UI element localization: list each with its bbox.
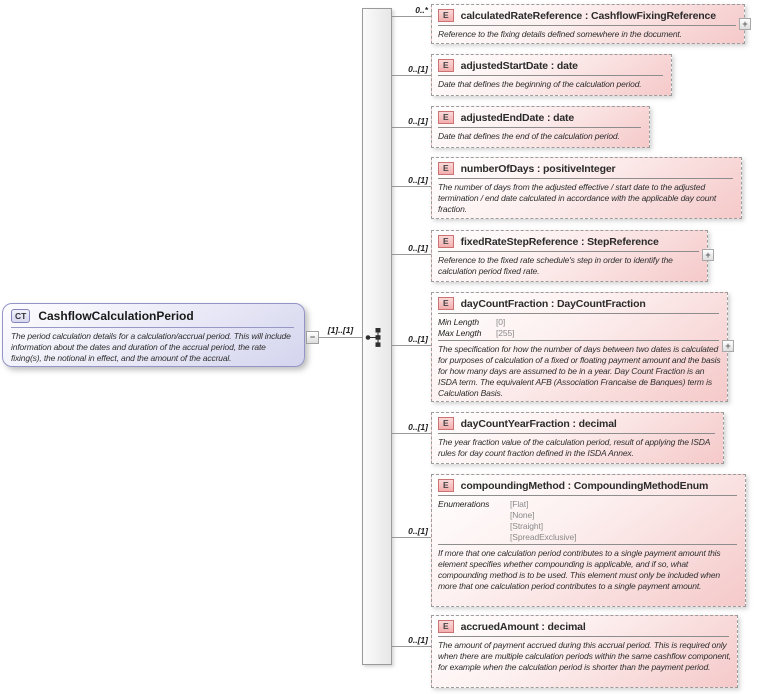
element-description: Reference to the fixed rate schedule's step in order to identify the calculation period fixed rate. (438, 255, 673, 277)
element-header (438, 234, 701, 250)
enum-value: [Flat] (510, 499, 529, 509)
cardinality-label: 0..[1] (408, 243, 428, 253)
expand-icon[interactable]: + (722, 340, 734, 352)
element-type: CompoundingMethodEnum (573, 479, 709, 492)
element-box-adjustedEndDate[interactable] (431, 106, 650, 148)
element-title: dayCountFraction : DayCountFraction (460, 297, 646, 310)
element-name: calculatedRateReference (460, 9, 583, 22)
element-name: fixedRateStepReference (460, 235, 579, 248)
element-description: Date that defines the beginning of the calculation period. (438, 79, 642, 89)
element-title: adjustedEndDate : date (460, 111, 575, 124)
expand-icon[interactable]: + (739, 18, 751, 30)
divider (438, 75, 663, 76)
element-name: adjustedStartDate (460, 59, 548, 72)
connector-line (392, 254, 431, 255)
element-type: date (556, 59, 578, 72)
element-badge: E (438, 235, 454, 248)
divider (438, 495, 737, 496)
divider (438, 178, 733, 179)
element-header (438, 619, 731, 635)
element-name: adjustedEndDate (460, 111, 545, 124)
element-box-dayCountFraction[interactable] (431, 292, 731, 402)
divider (11, 327, 294, 328)
element-type: CashflowFixingReference (591, 9, 716, 22)
element-type: DayCountFraction (557, 297, 646, 310)
element-description: The specification for how the number of days between two dates is calculated for purposes of calculation of a fixed or floating payment amount and the basis for how many days are assumed to be in a year. Day Count Fraction is an ISDA term. The equivalent AFB (Association Francaise de Banques) term is Calculation Basis. (438, 344, 721, 399)
element-description: Date that defines the end of the calculation period. (438, 131, 620, 141)
element-title: calculatedRateReference : CashflowFixingReference (460, 9, 716, 22)
element-badge: E (438, 111, 454, 124)
element-box-accruedAmount[interactable] (431, 615, 738, 688)
element-name: numberOfDays (460, 162, 535, 175)
element-header (438, 478, 739, 494)
element-type: decimal (578, 417, 617, 430)
parent-cardinality-label: [1]..[1] (327, 325, 354, 335)
element-description: The year fraction value of the calculation period, result of applying the ISDA rules for day count fraction defined in the ISDA Annex. (438, 437, 710, 459)
element-title: accruedAmount : decimal (460, 620, 586, 633)
element-title: dayCountYearFraction : decimal (460, 417, 617, 430)
facet-max-length: Max Length [255] (438, 328, 515, 339)
connector-line (392, 75, 431, 76)
divider (438, 251, 699, 252)
expand-icon[interactable]: + (702, 249, 714, 261)
facet-min-length: Min Length [0] (438, 317, 506, 327)
cardinality-label: 0..[1] (408, 64, 428, 74)
element-name: dayCountYearFraction (460, 417, 570, 430)
element-header (438, 58, 665, 74)
element-badge: E (438, 59, 454, 72)
element-box-fixedRateStepReference[interactable] (431, 230, 711, 282)
collapse-icon[interactable]: − (306, 331, 319, 344)
enumerations-facet: Enumerations [Flat] [None] [Straight] [SpreadExclusive] (438, 499, 577, 543)
element-type: decimal (547, 620, 586, 633)
complextype-badge: CT (11, 309, 30, 323)
element-description: Reference to the fixing details defined somewhere in the document. (438, 29, 682, 39)
element-header (438, 416, 717, 432)
element-badge: E (438, 620, 454, 633)
element-type: date (553, 111, 575, 124)
element-badge: E (438, 297, 454, 310)
element-description: The number of days from the adjusted effective / start date to the adjusted termination / end date calculated in accordance with the applicable day count fraction. (438, 182, 717, 215)
element-box-dayCountYearFraction[interactable] (431, 412, 724, 464)
connector-line (392, 186, 431, 187)
connector-line (392, 537, 431, 538)
element-header (438, 110, 643, 126)
parent-connector-line (319, 337, 362, 338)
element-type: positiveInteger (543, 162, 616, 175)
element-name: compoundingMethod (460, 479, 565, 492)
enum-value: [Straight] (510, 521, 544, 532)
element-box-numberOfDays[interactable] (431, 157, 742, 219)
cardinality-label: 0..[1] (408, 635, 428, 645)
connector-line (392, 345, 431, 346)
enum-value: [None] (510, 510, 535, 521)
element-title: adjustedStartDate : date (460, 59, 578, 72)
connector-line (392, 127, 431, 128)
root-type-description: The period calculation details for a calculation/accrual period. This will include information about the dates and duration of the accrual period, the rate fixing(s), the notional in effect, and the amount of the accrual. (11, 331, 291, 364)
divider (438, 313, 719, 314)
element-name: accruedAmount (460, 620, 539, 633)
connector-line (392, 16, 431, 17)
element-box-adjustedStartDate[interactable] (431, 54, 672, 96)
root-type-name: CashflowCalculationPeriod (38, 309, 194, 323)
divider (438, 340, 719, 341)
root-header (11, 308, 296, 325)
element-badge: E (438, 162, 454, 175)
element-badge: E (438, 479, 454, 492)
connector-line (392, 433, 431, 434)
element-badge: E (438, 9, 454, 22)
element-description: The amount of payment accrued during this accrual period. This is required only when there are multiple calculation periods within the same cashflow component, for example when the calculation period is shorter than the payment period. (438, 640, 731, 673)
connector-line (392, 646, 431, 647)
divider (438, 127, 641, 128)
divider (438, 544, 737, 545)
element-type: StepReference (587, 235, 659, 248)
element-header (438, 296, 721, 312)
divider (438, 433, 715, 434)
sequence-icon (364, 327, 390, 348)
enum-value: [SpreadExclusive] (510, 532, 577, 543)
element-name: dayCountFraction (460, 297, 549, 310)
cardinality-label: 0..* (415, 5, 428, 15)
cardinality-label: 0..[1] (408, 175, 428, 185)
cardinality-label: 0..[1] (408, 334, 428, 344)
element-title: numberOfDays : positiveInteger (460, 162, 616, 175)
element-description: If more that one calculation period contributes to a single payment amount this element specifies whether compounding is applicable, and if so, what compounding method is to be used. This element must only be included when more that one calculation period contributes to a single payment amount. (438, 548, 721, 592)
cardinality-label: 0..[1] (408, 116, 428, 126)
element-title: fixedRateStepReference : StepReference (460, 235, 659, 248)
element-header (438, 8, 738, 24)
element-box-calculatedRateReference[interactable] (431, 4, 748, 44)
cardinality-label: 0..[1] (408, 526, 428, 536)
element-box-compoundingMethod[interactable] (431, 474, 746, 607)
divider (438, 25, 736, 26)
divider (438, 636, 729, 637)
element-title: compoundingMethod : CompoundingMethodEnum (460, 479, 709, 492)
element-header (438, 161, 735, 177)
cardinality-label: 0..[1] (408, 422, 428, 432)
complextype-CashflowCalculationPeriod[interactable] (2, 303, 305, 367)
element-badge: E (438, 417, 454, 430)
